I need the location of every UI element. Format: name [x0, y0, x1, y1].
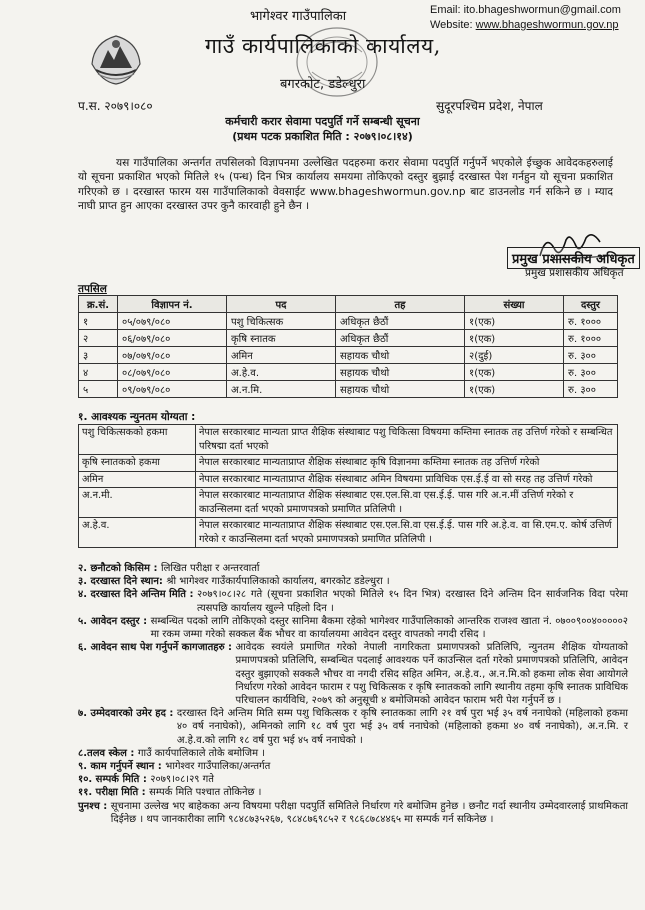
cell-serial: ३ [79, 347, 118, 364]
office-address: बगरकोट, डडेल्धुरा [280, 77, 366, 92]
item-text: सम्बन्धित पदको लागि तोकिएको दस्तुर सानिमा बैकमा रहेको भागेश्वर गाउँपालिकाको आन्तरिक राजश्व खाता नं. ०७००९००४०००००२ मा रकम जम्मा गरेको सक्कल बैंक भौचर वा कार्यालयमा आवेदन दस्तुर वापतको नगदी रसिद । [150, 615, 628, 641]
list-item [78, 615, 628, 641]
cell-fee: रु. १००० [564, 313, 618, 330]
list-item [78, 562, 628, 575]
cell-serial: ४ [79, 364, 118, 381]
header-serial: क्र.सं. [79, 296, 118, 313]
item-label: ३. दरखास्त दिने स्थान: [78, 576, 167, 588]
table-row [79, 364, 618, 381]
table-row [79, 330, 618, 347]
cell-level: सहायक चौथो [336, 347, 465, 364]
office-title: गाउँ कार्यपालिकाको कार्यालय, [205, 34, 441, 58]
qualification-text: नेपाल सरकारबाट मान्यताप्राप्त शैक्षिक संस्थाबाट एस.एल.सि.वा एस.ई.ई. पास गरि अ.हे.व. वा सि.एम.ए. कोर्ष उत्तिर्ण गरेको र काउन्सिलमा दर्ता भएको प्रमाणपत्रको प्रमाणित प्रतिलिपी । [196, 518, 618, 548]
cell-level: अधिकृत छैठौं [336, 330, 465, 347]
item-text: भागेश्वर गाउँपालिका/अन्तर्गत [165, 761, 271, 773]
website-label: Website: [430, 19, 476, 31]
vacancy-table [78, 295, 618, 398]
item-label: ८.तलव स्केल : [78, 747, 138, 759]
qualification-text: नेपाल सरकारबाट मान्यता प्राप्त शैक्षिक संस्थाबाट पशु चिकित्सा विषयमा कम्तिमा स्नातक तह उत्तिर्ण गरेको र सम्बन्धित परिषद्मा दर्ता भएको [196, 425, 618, 455]
item-label: पुनश्च : [78, 800, 111, 812]
table-label: तपसिल [78, 283, 107, 295]
cell-count: १(एक) [465, 330, 564, 347]
cell-post: कृषि स्नातक [227, 330, 336, 347]
list-item [78, 575, 628, 588]
qualification-text: नेपाल सरकारबाट मान्यताप्राप्त शैक्षिक संस्थाबाट एस.एल.सि.वा एस.ई.ई. पास गरि अ.न.मीं उत्तिर्ण गरेको र काउन्सिलमा दर्ता भएको प्रमाणपत्रको प्रमाणित प्रतिलिपी । [196, 488, 618, 518]
table-row [79, 381, 618, 398]
item-label: ४. दरखास्त दिने अन्तिम मिति : [78, 589, 197, 601]
list-item [78, 707, 628, 747]
qualification-post: अमिन [79, 471, 196, 488]
list-item [78, 641, 628, 707]
item-label: ९. काम गर्नुपर्ने स्थान : [78, 761, 166, 773]
list-item [78, 747, 628, 760]
header-level: तह [336, 296, 465, 313]
cell-ad-number: ०८/०७९/०८० [118, 364, 227, 381]
item-label: ७. उम्मेदवारको उमेर हद : [78, 708, 177, 720]
item-text: लिखित परीक्षा र अन्तरवार्ता [160, 563, 260, 574]
item-text: सम्पर्क मिति पश्चात तोकिनेछ । [149, 787, 262, 799]
cell-fee: रु. ३०० [564, 347, 618, 364]
item-label: ६. आवेदन साथ पेश गर्नुपर्ने कागजातहरु : [78, 642, 236, 654]
cell-post: अ.हे.व. [227, 364, 336, 381]
cell-serial: १ [79, 313, 118, 330]
qualification-table [78, 424, 618, 548]
qualification-post: अ.न.मी. [79, 488, 196, 518]
item-label: २. छनौटको किसिम : [78, 563, 161, 574]
qualification-post: अ.हे.व. [79, 518, 196, 548]
header-post: पद [227, 296, 336, 313]
publication-date: (प्रथम पटक प्रकाशित मिति : २०७९।०८।१४) [232, 130, 413, 143]
item-text: दरखास्त दिने अन्तिम मिति सम्म पशु चिकित्सक र कृषि स्नातकका लागि २१ वर्ष पुरा भई ३५ वर्ष ननाघेको (महिलाको हकमा ४० वर्ष ननाघेको), अमिनको लागि १८ वर्ष पुरा भई ३५ वर्ष ननाघेको (महिलाको हकमा ४० वर्ष ननाघेको), अ.न.मि. र अ.हे.व.को लागि १८ वर्ष पुरा भई ४५ वर्ष ननाघेको । [176, 708, 628, 746]
header-fee: दस्तुर [564, 296, 618, 313]
province-name: सुदूरपश्चिम प्रदेश, नेपाल [436, 99, 543, 113]
qualification-text: नेपाल सरकारबाट मान्यताप्राप्त शैक्षिक संस्थाबाट अमिन विषयमा प्राविधिक एस.ई.ई वा सो सरह तह उत्तिर्ण गरेको [196, 471, 618, 488]
cell-ad-number: ०९/०७९/०८० [118, 381, 227, 398]
item-text: २०७९।०८।२८ गते (सूचना प्रकाशित भएको मितिले १५ दिन भित्र) दरखास्त दिने अन्तिम दिन सार्वजनिक विदा परेमा त्यसपछि कार्यालय खुल्ने पहिलो दिन । [196, 589, 628, 614]
cell-ad-number: ०६/०७९/०८० [118, 330, 227, 347]
website-link[interactable]: www.bhageshwormun.gov.np [475, 19, 619, 31]
qualification-post: कृषि स्नातकको हकमा [79, 455, 196, 472]
cell-fee: रु. ३०० [564, 364, 618, 381]
qualification-row [79, 488, 618, 518]
cell-count: १(एक) [465, 364, 564, 381]
qualification-post: पशु चिकित्सकको हकमा [79, 425, 196, 455]
cell-level: सहायक चौथो [336, 364, 465, 381]
list-item [78, 786, 628, 799]
cell-count: १(एक) [465, 313, 564, 330]
notice-subject: कर्मचारी करार सेवामा पदपुर्ति गर्ने सम्बन्धी सूचना [225, 115, 420, 128]
table-row [79, 347, 618, 364]
reference-number: प.स. २०७९।०८० [78, 99, 153, 113]
cell-post: अ.न.मि. [227, 381, 336, 398]
cell-level: अधिकृत छैठौं [336, 313, 465, 330]
cell-ad-number: ०५/०७९/०८० [118, 313, 227, 330]
cell-ad-number: ०७/०७९/०८० [118, 347, 227, 364]
table-row [79, 313, 618, 330]
officer-stamp: प्रमुख प्रशासकीय अधिकृत [507, 247, 640, 269]
cell-fee: रु. १००० [564, 330, 618, 347]
header-ad-number: विज्ञापन नं. [118, 296, 227, 313]
qualification-row [79, 455, 618, 472]
qualification-heading: १. आवश्यक न्युनतम योग्यता : [78, 411, 196, 423]
header-count: संख्या [465, 296, 564, 313]
item-text: २०७९।०८।२९ गते [150, 774, 214, 786]
contact-email: Email: ito.bhageshwormun@gmail.com [430, 4, 621, 16]
item-label: १०. सम्पर्क मिति : [78, 774, 151, 786]
notice-items [78, 562, 628, 826]
table-header-row [79, 296, 618, 313]
government-emblem-icon [86, 30, 146, 86]
item-text: सूचनामा उल्लेख भए बाहेकका अन्य विषयमा परीक्षा पदपुर्ति समितिले निर्धारण गरे बमोजिम हुनेछ । छनौट गर्दा स्थानीय उम्मेदवारलाई प्राथमिकता दिईनेछ । थप जानकारीका लागि ९८४८७३५२६७, ९८४८७६९८५२ र ९८६८७८४४६५ मा सम्पर्क गर्न सकिनेछ । [110, 800, 628, 825]
notice-body: यस गाउँपालिका अन्तर्गत तपसिलको विज्ञापनमा उल्लेखित पदहरुमा करार सेवामा पदपुर्ति गर्नुपर्ने भएकोले ईच्छुक आवेदकहरुलाई यो सूचना प्रकाशित भएको मितिले १५ (पन्ध) दिन भित्र कार्यालय समयमा तोकिएको दस्तुर बुझाई दरखास्त पेश गर्नहुन यो सूचना प्रकाशित गरिएको छ । दरखास्त फारम यस गाउँपालिकाको वेवसाईट www.bhageshwormun.gov.np बाट डाउनलोड गर्न सकिने छ । म्याद नाघी प्राप्त हुन आएका दरखास्त उपर कुनै कारवाही हुने छैन । [78, 157, 613, 212]
qualification-row [79, 425, 618, 455]
qualification-row [79, 471, 618, 488]
item-label: ११. परीक्षा मिति : [78, 787, 150, 799]
item-text: श्री भागेश्वर गाउँकार्यपालिकाको कार्यालय, बगरकोट डडेल्धुरा । [166, 576, 390, 588]
list-item [78, 760, 628, 773]
cell-post: पशु चिकित्सक [227, 313, 336, 330]
qualification-text: नेपाल सरकारबाट मान्यताप्राप्त शैक्षिक संस्थाबाट कृषि विज्ञानमा कम्तिमा स्नातक तह उत्तिर्ण गरेको [196, 455, 618, 472]
municipality-name: भागेश्वर गाउँपालिका [250, 9, 347, 24]
contact-website [430, 19, 619, 31]
cell-count: २(दुई) [465, 347, 564, 364]
cell-fee: रु. ३०० [564, 381, 618, 398]
cell-serial: ५ [79, 381, 118, 398]
list-item [78, 773, 628, 786]
item-label: ५. आवेदन दस्तुर : [78, 615, 151, 627]
officer-title: प्रमुख प्रशासकीय अधिकृत [525, 267, 624, 279]
list-item [78, 800, 628, 826]
item-text: आवेदक स्वयंले प्रमाणित गरेको नेपाली नागरिकता प्रमाणपत्रको प्रतिलिपि, न्युनतम शैक्षिक योग्यताको प्रमाणपत्रको प्रतिलिपि, सम्बन्धित पदलाई आवश्यक पर्ने काउन्सिल दर्ता गरेको प्रमाणपत्रको प्रतिलिपि, आवेदन दस्तुर बुझाएको सक्कलै भौचर वा नगदी रसिद सहित अमिन, अ.हे.व., अ.न.मि.को हकमा लोक सेवा आयोगले निर्धारण गरेको आवेदन फाराम र पशु चिकित्सक र कृषि स्नातकको लागि स्थानीय तहमा कृषि स्नातक प्राविधिक परिचालन कार्यविधि, २०७९ को अनुसूची ४ बमोजिमको आवेदन फाराम भरी पेश गर्नुपर्ने छ । [235, 642, 628, 707]
cell-count: १(एक) [465, 381, 564, 398]
item-text: गाउँ कार्यपालिकाले तोके बमोजिम । [137, 747, 266, 759]
qualification-row [79, 518, 618, 548]
cell-serial: २ [79, 330, 118, 347]
cell-post: अमिन [227, 347, 336, 364]
list-item [78, 588, 628, 614]
cell-level: सहायक चौथो [336, 381, 465, 398]
